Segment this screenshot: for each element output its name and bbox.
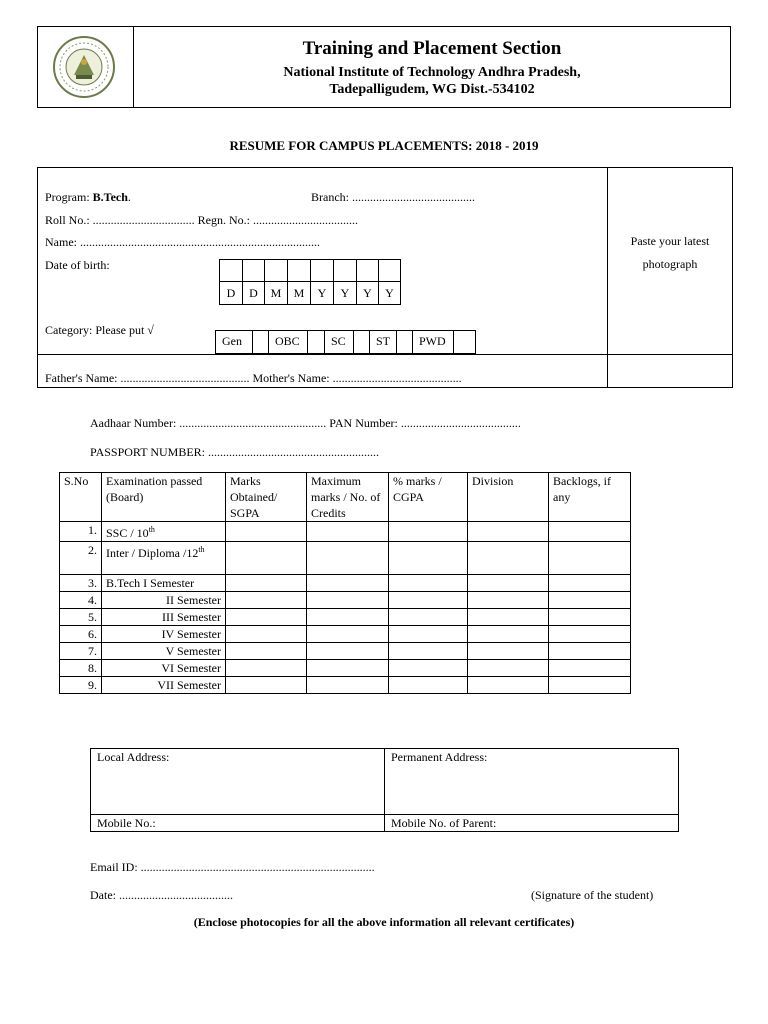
- dob-format-cell: M: [264, 281, 288, 305]
- row-exam: V Semester: [102, 643, 226, 660]
- address-table: [90, 748, 679, 832]
- row-division-cell[interactable]: [468, 522, 549, 542]
- permanent-address-field[interactable]: Permanent Address:: [385, 749, 679, 815]
- mobile-row: [91, 815, 679, 832]
- row-marks-obtained-cell[interactable]: [226, 643, 307, 660]
- institute-seal-icon: [52, 35, 116, 99]
- category-st-checkbox[interactable]: [396, 330, 413, 354]
- header-sno: S.No: [60, 473, 102, 522]
- category-pwd-label: PWD: [412, 330, 454, 354]
- row-division-cell[interactable]: [468, 592, 549, 609]
- row-backlogs-cell[interactable]: [549, 609, 631, 626]
- row-exam: VI Semester: [102, 660, 226, 677]
- row-percent-cell[interactable]: [389, 643, 468, 660]
- date-field[interactable]: Date: ......................................: [90, 888, 233, 902]
- row-marks-obtained-cell[interactable]: [226, 522, 307, 542]
- personal-info-box: [37, 167, 733, 388]
- mobile-field[interactable]: Mobile No.:: [91, 815, 385, 832]
- row-percent-cell[interactable]: [389, 592, 468, 609]
- row-percent-cell[interactable]: [389, 660, 468, 677]
- category-obc-label: OBC: [268, 330, 308, 354]
- row-exam: II Semester: [102, 592, 226, 609]
- table-row: [60, 522, 631, 542]
- table-row: [60, 643, 631, 660]
- row-marks-obtained-cell[interactable]: [226, 660, 307, 677]
- enclose-instruction: (Enclose photocopies for all the above information all relevant certificates): [193, 915, 575, 929]
- row-exam: III Semester: [102, 609, 226, 626]
- row-percent-cell[interactable]: [389, 677, 468, 694]
- row-marks-obtained-cell[interactable]: [226, 609, 307, 626]
- row-sno: 9.: [60, 677, 102, 694]
- marks-table: [59, 472, 631, 694]
- category-sc-label: SC: [324, 330, 354, 354]
- table-row: [60, 609, 631, 626]
- row-max-marks-cell[interactable]: [307, 542, 389, 575]
- row-division-cell[interactable]: [468, 609, 549, 626]
- marks-header-row: [60, 473, 631, 522]
- row-backlogs-cell[interactable]: [549, 677, 631, 694]
- category-obc-checkbox[interactable]: [307, 330, 325, 354]
- row-exam: [102, 522, 226, 542]
- dob-format-cell: Y: [310, 281, 334, 305]
- header-marks-obtained: Marks Obtained/ SGPA: [226, 473, 307, 522]
- dob-blank-cell[interactable]: [356, 259, 379, 282]
- form-header: [37, 26, 731, 108]
- logo-cell: [38, 27, 134, 107]
- row-max-marks-cell[interactable]: [307, 592, 389, 609]
- header-subtitle-line2: Tadepalligudem, WG Dist.-534102: [329, 82, 535, 97]
- email-field[interactable]: Email ID: ..............................................................................: [90, 860, 375, 874]
- row-max-marks-cell[interactable]: [307, 575, 389, 592]
- local-address-field[interactable]: Local Address:: [91, 749, 385, 815]
- dob-blank-cell[interactable]: [219, 259, 243, 282]
- row-sno: 4.: [60, 592, 102, 609]
- signature-label: (Signature of the student): [531, 888, 654, 902]
- row-marks-obtained-cell[interactable]: [226, 592, 307, 609]
- dob-format-cell: Y: [356, 281, 379, 305]
- address-row: [91, 749, 679, 815]
- photo-instruction-line2: photograph: [642, 257, 698, 271]
- header-max-marks: Maximum marks / No. of Credits: [307, 473, 389, 522]
- row-exam-text: SSC / 10: [106, 526, 149, 540]
- dob-format-cell: Y: [333, 281, 357, 305]
- resume-title: RESUME FOR CAMPUS PLACEMENTS: 2018 - 2019: [229, 138, 539, 153]
- row-marks-obtained-cell[interactable]: [226, 542, 307, 575]
- category-st-label: ST: [369, 330, 397, 354]
- row-backlogs-cell[interactable]: [549, 522, 631, 542]
- category-label: Category: Please put √: [45, 323, 154, 337]
- parent-mobile-field[interactable]: Mobile No. of Parent:: [385, 815, 679, 832]
- row-percent-cell[interactable]: [389, 609, 468, 626]
- name-field[interactable]: Name: ................................................................................: [45, 235, 320, 249]
- row-percent-cell[interactable]: [389, 542, 468, 575]
- row-backlogs-cell[interactable]: [549, 542, 631, 575]
- dob-format-cell: M: [287, 281, 311, 305]
- table-row: [60, 660, 631, 677]
- row-percent-cell[interactable]: [389, 522, 468, 542]
- table-row: [60, 677, 631, 694]
- row-sno: 2.: [60, 542, 102, 575]
- photo-instruction-line1: Paste your latest: [630, 234, 710, 248]
- dob-format-cell: D: [219, 281, 243, 305]
- category-gen-checkbox[interactable]: [252, 330, 269, 354]
- parents-names-field[interactable]: Father's Name: ........................................... Mother's Name: ...........................................: [45, 371, 462, 385]
- dob-blank-cell[interactable]: [333, 259, 357, 282]
- row-max-marks-cell[interactable]: [307, 643, 389, 660]
- dob-blank-cell[interactable]: [242, 259, 265, 282]
- header-title: Training and Placement Section: [302, 38, 562, 59]
- category-sc-checkbox[interactable]: [353, 330, 370, 354]
- row-division-cell[interactable]: [468, 626, 549, 643]
- header-division: Division: [468, 473, 549, 522]
- row-backlogs-cell[interactable]: [549, 592, 631, 609]
- header-percent-cgpa: % marks / CGPA: [389, 473, 468, 522]
- row-division-cell[interactable]: [468, 542, 549, 575]
- program-suffix: .: [127, 190, 131, 204]
- dob-format-cell: Y: [378, 281, 401, 305]
- row-sno: 6.: [60, 626, 102, 643]
- category-grid[interactable]: [215, 330, 483, 354]
- row-exam-sup: th: [198, 545, 205, 554]
- header-backlogs: Backlogs, if any: [549, 473, 631, 522]
- dob-grid[interactable]: [219, 259, 407, 305]
- branch-field[interactable]: Branch: .........................................: [311, 190, 475, 204]
- row-exam: [102, 542, 226, 575]
- row-sno: 3.: [60, 575, 102, 592]
- row-sno: 8.: [60, 660, 102, 677]
- row-max-marks-cell[interactable]: [307, 677, 389, 694]
- dob-blank-cell[interactable]: [310, 259, 334, 282]
- row-sno: 7.: [60, 643, 102, 660]
- row-sno: 1.: [60, 522, 102, 542]
- row-backlogs-cell[interactable]: [549, 626, 631, 643]
- table-row: [60, 575, 631, 592]
- row-backlogs-cell[interactable]: [549, 660, 631, 677]
- table-row: [60, 592, 631, 609]
- program-field[interactable]: [45, 190, 131, 205]
- row-percent-cell[interactable]: [389, 575, 468, 592]
- table-row: [60, 626, 631, 643]
- dob-top-row[interactable]: [219, 259, 407, 282]
- passport-field[interactable]: PASSPORT NUMBER: .........................................................: [90, 445, 379, 459]
- row-exam-sup: th: [148, 525, 155, 534]
- row-exam: B.Tech I Semester: [102, 575, 226, 592]
- parents-divider: [38, 354, 732, 355]
- program-value: B.Tech: [92, 190, 128, 204]
- category-gen-label: Gen: [215, 330, 253, 354]
- dob-format-row: [219, 281, 407, 305]
- header-exam: Examination passed (Board): [102, 473, 226, 522]
- dob-blank-cell[interactable]: [287, 259, 311, 282]
- header-subtitle-line1: National Institute of Technology Andhra Pradesh,: [283, 65, 581, 80]
- row-max-marks-cell[interactable]: [307, 626, 389, 643]
- row-division-cell[interactable]: [468, 677, 549, 694]
- row-exam-text: Inter / Diploma /12: [106, 546, 199, 560]
- dob-label: Date of birth:: [45, 258, 110, 272]
- category-pwd-checkbox[interactable]: [453, 330, 476, 354]
- row-backlogs-cell[interactable]: [549, 643, 631, 660]
- row-division-cell[interactable]: [468, 643, 549, 660]
- row-backlogs-cell[interactable]: [549, 575, 631, 592]
- dob-blank-cell[interactable]: [264, 259, 288, 282]
- row-percent-cell[interactable]: [389, 626, 468, 643]
- row-marks-obtained-cell[interactable]: [226, 626, 307, 643]
- row-max-marks-cell[interactable]: [307, 660, 389, 677]
- row-division-cell[interactable]: [468, 660, 549, 677]
- roll-regn-field[interactable]: Roll No.: .................................. Regn. No.: ...................................: [45, 213, 359, 227]
- row-division-cell[interactable]: [468, 575, 549, 592]
- row-max-marks-cell[interactable]: [307, 609, 389, 626]
- row-exam: VII Semester: [102, 677, 226, 694]
- dob-blank-cell[interactable]: [378, 259, 401, 282]
- table-row: [60, 542, 631, 575]
- dob-format-cell: D: [242, 281, 265, 305]
- row-marks-obtained-cell[interactable]: [226, 677, 307, 694]
- program-label: Program:: [45, 190, 93, 204]
- aadhaar-pan-field[interactable]: Aadhaar Number: ................................................. PAN Number: ........................................: [90, 416, 521, 430]
- row-max-marks-cell[interactable]: [307, 522, 389, 542]
- row-marks-obtained-cell[interactable]: [226, 575, 307, 592]
- row-sno: 5.: [60, 609, 102, 626]
- row-exam: IV Semester: [102, 626, 226, 643]
